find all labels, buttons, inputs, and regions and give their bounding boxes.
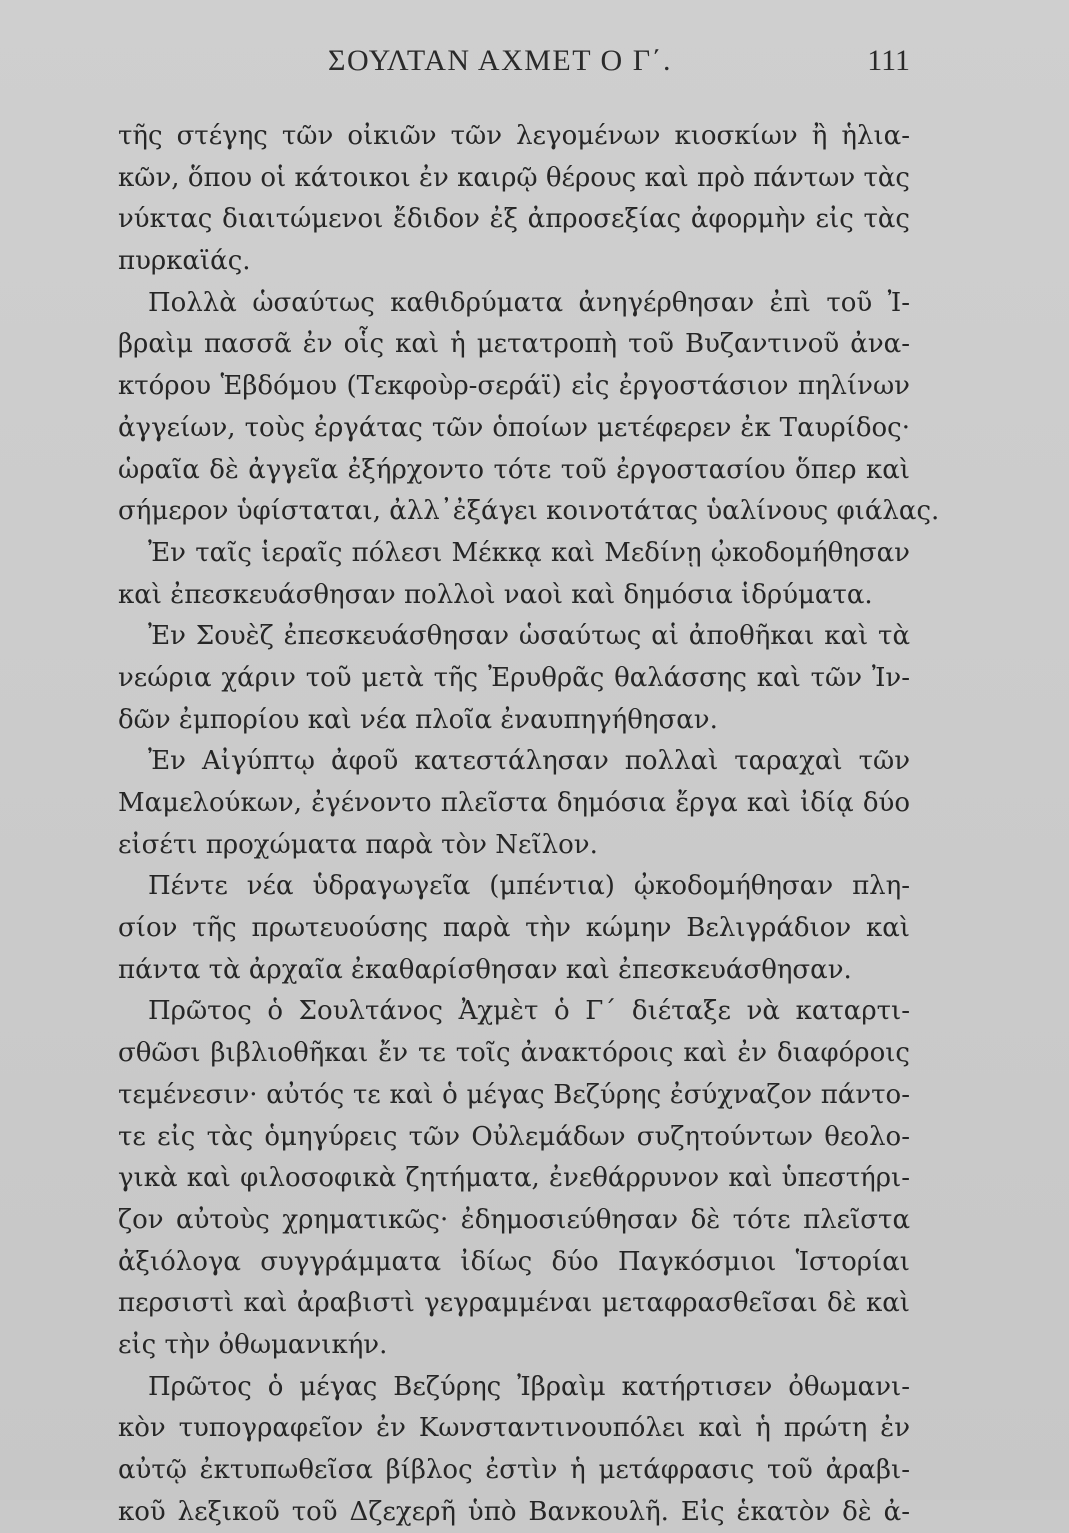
text-line: κοῦ λεξικοῦ τοῦ Δζεχερῆ ὑπὸ Βανκουλῆ. Εἰς ἑκατὸν δὲ ἀ-	[118, 1496, 910, 1527]
text-line: σήμερον ὑφίσταται, ἀλλ᾽ἐξάγει κοινοτάτας ὑαλίνους φιάλας.	[118, 496, 940, 527]
text-line: νύκτας διαιτώμενοι ἔδιδον ἐξ ἀπροσεξίας ἀφορμὴν εἰς τὰς	[118, 204, 910, 235]
text-line: τῆς στέγης τῶν οἰκιῶν τῶν λεγομένων κιοσκίων ἢ ἡλια-	[118, 121, 910, 151]
text-line: Ἐν Σουὲζ ἐπεσκευάσθησαν ὡσαύτως αἱ ἀποθῆκαι καὶ τὰ	[148, 621, 910, 652]
text-line: εἰς τὴν ὀθωμανικήν.	[118, 1329, 388, 1360]
text-line: ἀξιόλογα συγγράμματα ἰδίως δύο Παγκόσμιοι Ἱστορίαι	[118, 1246, 910, 1277]
text-line: εἰσέτι προχώματα παρὰ τὸν Νεῖλον.	[118, 829, 598, 860]
text-line: Ἐν ταῖς ἱεραῖς πόλεσι Μέκκᾳ καὶ Μεδίνῃ ᾠκοδομήθησαν	[148, 537, 910, 568]
page-number: 111	[867, 44, 910, 77]
body-text	[118, 116, 940, 1533]
text-line: δῶν ἐμπορίου καὶ νέα πλοῖα ἐναυπηγήθησαν.	[118, 704, 718, 735]
text-line: πάντα τὰ ἀρχαῖα ἐκαθαρίσθησαν καὶ ἐπεσκευάσθησαν.	[118, 954, 852, 985]
text-line: κὸν τυπογραφεῖον ἐν Κωνσταντινουπόλει καὶ ἡ πρώτη ἐν	[118, 1413, 910, 1444]
text-line: Πέντε νέα ὑδραγωγεῖα (μπέντια) ᾠκοδομήθησαν πλη-	[148, 871, 910, 902]
text-line: κῶν, ὅπου οἱ κάτοικοι ἐν καιρῷ θέρους καὶ πρὸ πάντων τὰς	[118, 162, 910, 193]
text-line: νεώρια χάριν τοῦ μετὰ τῆς Ἐρυθρᾶς θαλάσσης καὶ τῶν Ἰν-	[118, 662, 910, 693]
text-line: Πολλὰ ὡσαύτως καθιδρύματα ἀνηγέρθησαν ἐπὶ τοῦ Ἰ-	[148, 287, 910, 318]
text-line: αὐτῷ ἐκτυπωθεῖσα βίβλος ἐστὶν ἡ μετάφρασις τοῦ ἀραβι-	[118, 1455, 910, 1485]
text-line: σθῶσι βιβλιοθῆκαι ἔν τε τοῖς ἀνακτόροις καὶ ἐν διαφόροις	[118, 1038, 910, 1069]
text-line: γικὰ καὶ φιλοσοφικὰ ζητήματα, ἐνεθάρρυνον καὶ ὑπεστήρι-	[118, 1163, 910, 1194]
text-line: ἀγγείων, τοὺς ἐργάτας τῶν ὁποίων μετέφερεν ἐκ Ταυρίδος·	[118, 412, 910, 443]
text-line: Πρῶτος ὁ μέγας Βεζύρης Ἰβραὶμ κατήρτισεν ὀθωμανι-	[148, 1371, 910, 1402]
text-line: σίον τῆς πρωτευούσης παρὰ τὴν κώμην Βελιγράδιον καὶ	[118, 913, 910, 944]
text-line: ζον αὐτοὺς χρηματικῶς· ἐδημοσιεύθησαν δὲ τότε πλεῖστα	[118, 1204, 910, 1235]
text-line: βραὶμ πασσᾶ ἐν οἷς καὶ ἡ μετατροπὴ τοῦ Βυζαντινοῦ ἀνα-	[118, 329, 910, 360]
text-line: πυρκαϊάς.	[118, 246, 251, 277]
text-line: κτόρου Ἑβδόμου (Τεκφοὺρ-σεράϊ) εἰς ἐργοστάσιον πηλίνων	[118, 371, 910, 402]
text-line: Πρῶτος ὁ Σουλτάνος Ἀχμὲτ ὁ Γ΄ διέταξε νὰ καταρτι-	[148, 996, 910, 1027]
text-line: περσιστὶ καὶ ἀραβιστὶ γεγραμμέναι μεταφρασθεῖσαι δὲ καὶ	[118, 1288, 910, 1319]
text-line: τε εἰς τὰς ὁμηγύρεις τῶν Οὐλεμάδων συζητούντων θεολο-	[118, 1121, 910, 1152]
text-line: Μαμελούκων, ἐγένοντο πλεῖστα δημόσια ἔργα καὶ ἰδίᾳ δύο	[118, 788, 910, 818]
text-line: Ἐν Αἰγύπτῳ ἀφοῦ κατεστάλησαν πολλαὶ ταραχαὶ τῶν	[148, 746, 910, 777]
text-line: καὶ ἐπεσκευάσθησαν πολλοὶ ναοὶ καὶ δημόσια ἱδρύματα.	[118, 579, 873, 610]
running-title: ΣΟΥΛΤΑΝ ΑΧΜΕΤ Ο Γ΄.	[328, 44, 673, 77]
text-line: τεμένεσιν· αὐτός τε καὶ ὁ μέγας Βεζύρης ἐσύχναζον πάντο-	[118, 1079, 910, 1110]
running-head	[118, 44, 910, 84]
text-line: ὡραῖα δὲ ἀγγεῖα ἐξήρχοντο τότε τοῦ ἐργοστασίου ὅπερ καὶ	[118, 454, 910, 485]
